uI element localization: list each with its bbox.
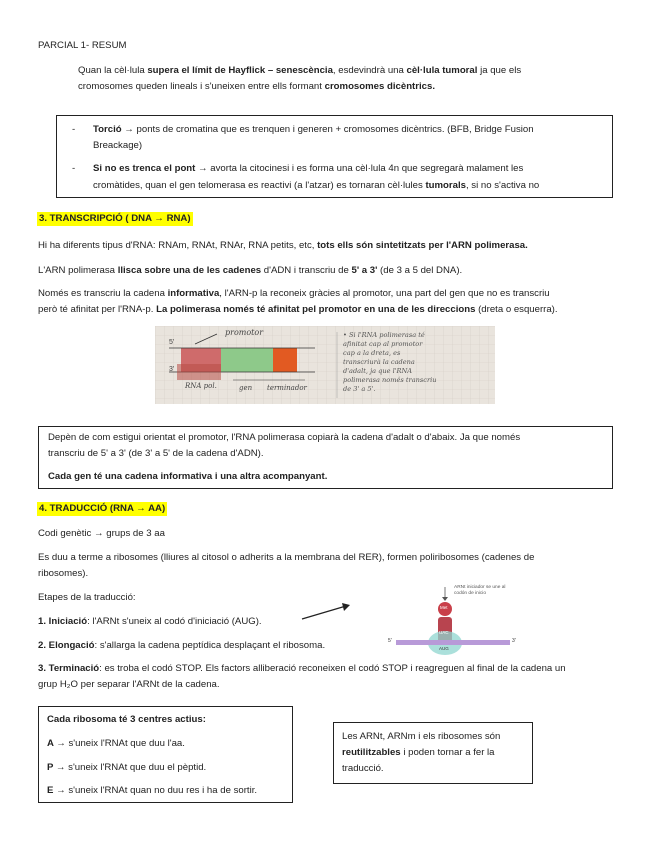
section-4-paragraph-2-line-2: [38, 565, 88, 582]
label-aug: AUG: [439, 646, 449, 651]
text-run: d'ADN i transcriu de: [261, 265, 352, 276]
text-run: 3. Terminació: [38, 663, 100, 674]
text-run: tumorals: [425, 180, 466, 191]
text-run: transcriu de 5' a 3' (de 3' a 5' de la cadena d'ADN).: [48, 448, 264, 459]
site-p: [47, 760, 206, 775]
figure-caption-line: ARNt iniciador se une al: [454, 585, 506, 590]
text-run: Etapes de la traducció:: [38, 592, 136, 603]
text-run: Si no es trenca el pont →: [93, 163, 211, 174]
label-met: Met: [440, 605, 448, 610]
text-run: Cada gen té una cadena informativa i una altra acompanyant.: [48, 471, 328, 482]
text-run: Es duu a terme a ribosomes (lliures al citosol o adherits a la membrana del RER), formen poliribosomes (cadenes de: [38, 552, 535, 563]
step-terminacio-line-2: [38, 676, 220, 693]
telomere-box: [56, 115, 613, 198]
reusable-line-1: [342, 729, 500, 744]
ribosome-sites-title: [47, 712, 206, 727]
text-run: 5' a 3': [351, 265, 378, 276]
text-run: : es troba el codó STOP. Els factors alliberació reconeixen el codó STOP i reagreguen al final de la cadena un: [99, 663, 566, 674]
text-run: cromosomes queden lineals i s'uneixen entre ells formant: [78, 81, 325, 92]
site-e: [47, 783, 257, 798]
label-terminador: terminador: [267, 384, 307, 392]
text-run: Codi genètic → grups de 3 aa: [38, 528, 165, 539]
photo-note-line: de 3' a 5'.: [343, 385, 376, 393]
text-run: Torció →: [93, 124, 137, 135]
rna-pol-blob: [177, 364, 221, 380]
figure-caption-line: codón de inicio: [454, 591, 487, 596]
section-3-paragraph-1: [38, 237, 528, 254]
text-run: tots ells són sintetitzats per l'ARN polimerasa.: [317, 240, 528, 251]
site-a: [47, 736, 185, 751]
bullet-icon: -: [72, 163, 76, 174]
text-run: cèl·lula tumoral: [406, 65, 478, 76]
text-run: L'ARN polimerasa: [38, 265, 118, 276]
text-run: A →: [47, 738, 69, 749]
photo-note-line: afinitat cap al promotor: [343, 340, 423, 348]
step-elongacio: [38, 637, 325, 654]
section-4-paragraph-1: [38, 525, 165, 542]
text-run: Quan la cèl·lula: [78, 65, 148, 76]
label-gen: gen: [239, 384, 253, 392]
text-run: (de 3 a 5 del DNA).: [377, 265, 463, 276]
translation-figure: [388, 585, 538, 663]
section-3-paragraph-2: [38, 262, 462, 279]
intro-line-1: [78, 62, 521, 79]
reusable-line-2: [342, 745, 495, 760]
text-run: E →: [47, 785, 69, 796]
text-run: Breackage): [93, 140, 143, 151]
photo-note-line: d'adalt, ja que l'RNA: [343, 367, 413, 375]
gene-block: [221, 348, 273, 372]
down-arrow-head: [442, 597, 448, 601]
step-iniciacio: [38, 613, 262, 630]
text-run: , si no s'activa no: [465, 180, 540, 191]
photo-note-line: polimerasa només transcriu: [343, 376, 437, 384]
section-3-heading: 3. TRANSCRIPCIÓ ( DNA → RNA): [39, 213, 191, 224]
arrow-icon: [300, 600, 354, 622]
text-run: Cada ribosoma té 3 centres actius:: [47, 714, 206, 725]
text-run: i poden tornar a fer la: [400, 747, 495, 758]
text-run: però té afinitat per l'RNA-p.: [38, 304, 157, 315]
promotor-box: [38, 426, 613, 489]
text-run: avorta la citocinesi i es forma una cèl·lula 4n que segregarà malament les: [210, 163, 524, 174]
text-run: grup H₂O per separar l'ARNt de la cadena.: [38, 679, 220, 690]
text-run: Les ARNt, ARNm i els ribosomes són: [342, 731, 501, 742]
text-run: s'uneix l'RNAt que duu l'aa.: [68, 738, 185, 749]
promotor-box-line-2: [48, 446, 264, 461]
pont-line-2: [93, 178, 539, 193]
terminator-block: [273, 348, 297, 372]
torcio-line-1: [93, 122, 534, 137]
text-run: s'uneix l'RNAt que duu el pèptid.: [68, 762, 207, 773]
torcio-line-2: [93, 138, 142, 153]
ribosome-sites-box: [38, 706, 293, 803]
text-run: (dreta o esquerra).: [475, 304, 558, 315]
promotor-box-line-3: [48, 469, 327, 484]
pont-line-1: [93, 161, 523, 176]
label-5-prime: 5': [388, 638, 392, 644]
text-run: cromosomes dicèntrics.: [324, 81, 435, 92]
section-3-paragraph-3-line-1: [38, 285, 550, 302]
photo-note-line: cap a la dreta, es: [343, 349, 401, 357]
text-run: informativa: [167, 288, 220, 299]
photo-note-line: • Si l'RNA polimerasa té: [343, 331, 425, 339]
reusable-box: [333, 722, 533, 784]
label-3-prime: 3': [169, 366, 175, 373]
figure-caption: [454, 585, 505, 597]
text-run: Només es transcriu la cadena: [38, 288, 168, 299]
text-run: , l'ARN-p la reconeix gràcies al promotor, una part del gen que no es transcriu: [219, 288, 550, 299]
section-3-paragraph-3-line-2: [38, 301, 558, 318]
text-run: P →: [47, 762, 69, 773]
label-rna-pol: RNA pol.: [185, 382, 217, 390]
intro-line-2: [78, 78, 435, 95]
bullet-icon: -: [72, 124, 76, 135]
text-run: s'uneix l'RNAt quan no duu res i ha de sortir.: [68, 785, 258, 796]
text-run: La polimerasa només té afinitat pel promotor en una de les direccions: [156, 304, 476, 315]
text-run: 1. Iniciació: [38, 616, 88, 627]
text-run: , esdevindrà una: [332, 65, 407, 76]
text-run: traducció.: [342, 763, 384, 774]
label-promotor: promotor: [225, 328, 264, 337]
section-4-heading: 4. TRADUCCIÓ (RNA → AA): [39, 503, 166, 514]
text-run: : l'ARNt s'uneix al codó d'iniciació (AUG).: [87, 616, 262, 627]
transcription-diagram-photo: [155, 326, 495, 404]
section-4-paragraph-2-line-1: [38, 549, 534, 566]
promotor-box-line-1: [48, 430, 520, 445]
reusable-line-3: [342, 761, 384, 776]
section-4-paragraph-3: [38, 589, 136, 606]
text-run: ribosomes).: [38, 568, 89, 579]
mrna-strand: [396, 640, 510, 645]
text-run: cromàtides, quan el gen telomerasa es reactivi (a l'atzar) es tornaran cèl·lules: [93, 180, 426, 191]
text-run: Depèn de com estigui orientat el promotor, l'RNA polimerasa copiarà la cadena d'adalt o d'abaix. Ja que només: [48, 432, 521, 443]
label-uac: UAC: [439, 630, 449, 635]
text-run: llisca sobre una de les cadenes: [117, 265, 262, 276]
text-run: Hi ha diferents tipus d'RNA: RNAm, RNAt, RNAr, RNA petits, etc,: [38, 240, 318, 251]
text-run: : s'allarga la cadena peptídica desplaçant el ribosoma.: [94, 640, 326, 651]
label-5-prime: 5': [169, 339, 175, 346]
label-3-prime: 3': [512, 638, 516, 644]
photo-note-line: transcriurà la cadena: [343, 358, 415, 366]
text-run: 2. Elongació: [38, 640, 95, 651]
page-title: PARCIAL 1- RESUM: [38, 40, 127, 51]
photo-note: [343, 331, 436, 394]
text-run: supera el límit de Hayflick – senescència: [147, 65, 333, 76]
text-run: ponts de cromatina que es trenquen i generen + cromosomes dicèntrics. (BFB, Bridge Fusion: [136, 124, 534, 135]
text-run: reutilitzables: [342, 747, 401, 758]
text-run: ja que els: [477, 65, 522, 76]
